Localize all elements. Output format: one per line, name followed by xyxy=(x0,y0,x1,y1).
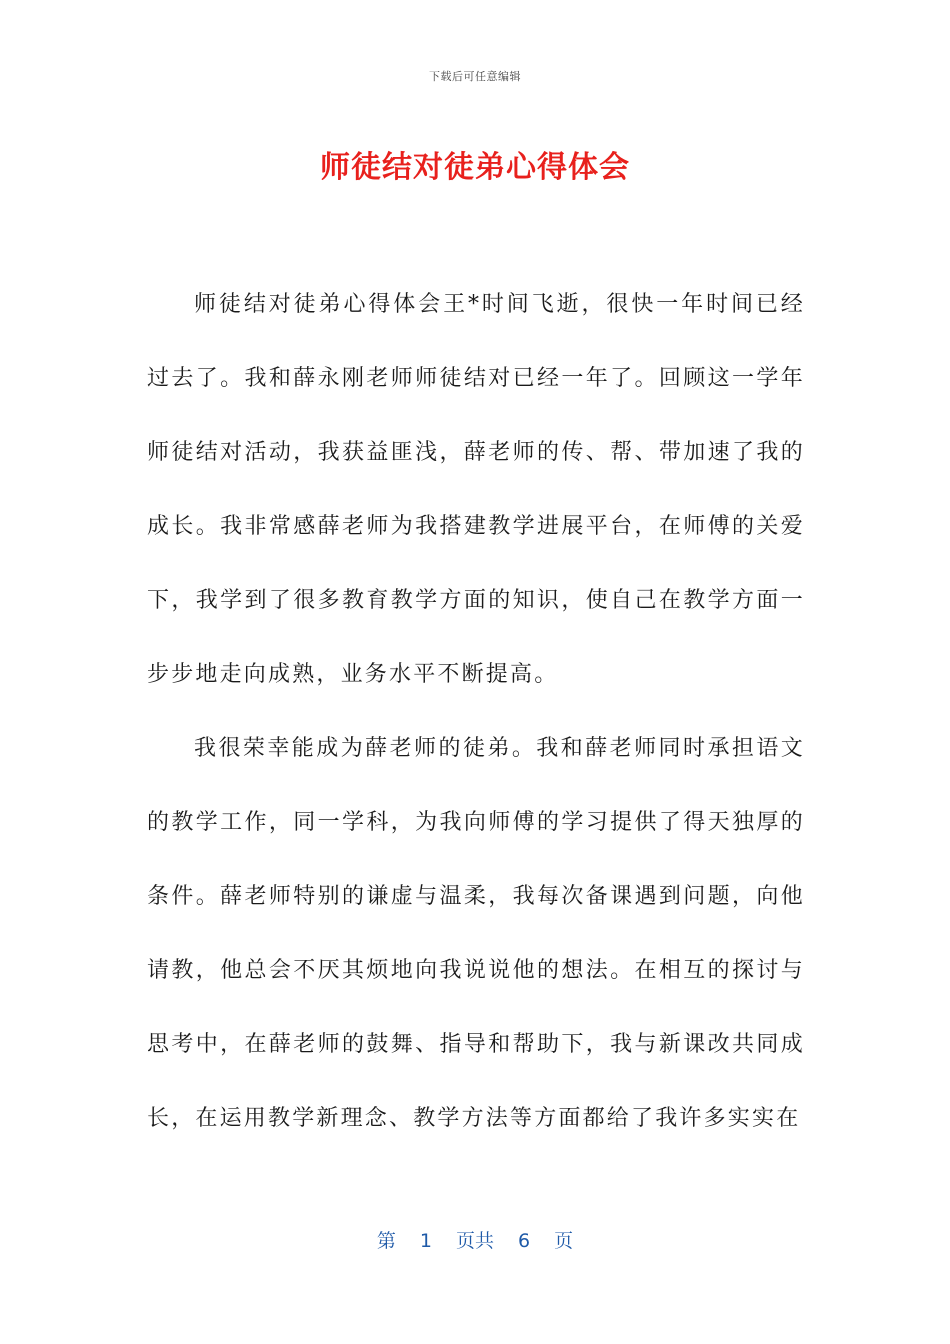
page-mid: 页共 xyxy=(455,1230,494,1252)
total-pages-number: 6 xyxy=(518,1230,531,1252)
paragraph-1: 师徒结对徒弟心得体会王*时间飞逝，很快一年时间已经过去了。我和薛永刚老师师徒结对已经一年了。回顾这一学年师徒结对活动，我获益匪浅，薛老师的传、帮、带加速了我的成长。我非常感薛老师为我搭建教学进展平台，在师傅的关爱下，我学到了很多教育教学方面的知识，使自己在教学方面一步步地走向成熟，业务水平不断提高。 xyxy=(147,292,805,687)
current-page-number: 1 xyxy=(419,1230,432,1252)
document-title: 师徒结对徒弟心得体会 xyxy=(320,150,630,185)
paragraph-2: 我很荣幸能成为薛老师的徒弟。我和薛老师同时承担语文的教学工作，同一学科，为我向师傅的学习提供了得天独厚的条件。薛老师特别的谦虚与温柔，我每次备课遇到问题，向他请教，他总会不厌其烦地向我说说他的想法。在相互的探讨与思考中，在薛老师的鼓舞、指导和帮助下，我与新课改共同成长，在运用教学新理念、教学方法等方面都给了我许多实实在 xyxy=(147,736,805,1131)
header-note: 下载后可任意编辑 xyxy=(429,70,521,83)
page-footer xyxy=(0,1226,950,1253)
page-suffix: 页 xyxy=(554,1230,574,1252)
page-prefix: 第 xyxy=(376,1230,396,1252)
